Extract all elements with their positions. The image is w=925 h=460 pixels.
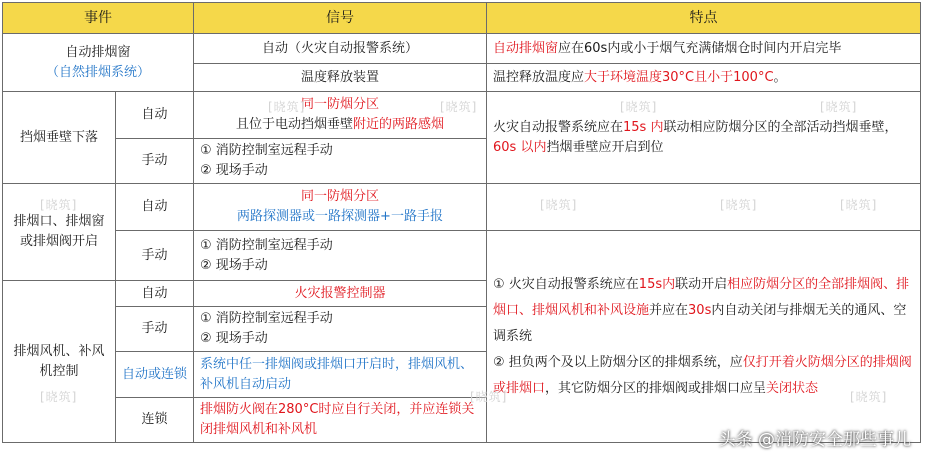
watermark: [晓筑]	[850, 390, 888, 404]
event-fan-control: 排烟风机、补风机控制	[3, 281, 116, 443]
feature-curtain: 火灾自动报警系统应在15s 内联动相应防烟分区的全部活动挡烟垂壁，60s 以内挡烟垂壁应开启到位	[487, 92, 921, 184]
signal-fan-link: 排烟防火阀在280°C时应自行关闭，并应连锁关闭排烟风机和补风机	[194, 398, 487, 443]
mode-auto: 自动	[116, 184, 194, 231]
watermark: [晓筑]	[720, 198, 758, 212]
signal-curtain-manual: ① 消防控制室远程手动 ② 现场手动	[194, 139, 487, 184]
signal-fan-auto: 火灾报警控制器	[194, 281, 487, 307]
header-event: 事件	[3, 3, 194, 34]
header-feature: 特点	[487, 3, 921, 34]
mode-manual: 手动	[116, 231, 194, 281]
author-watermark: 头条 @消防安全那些事儿	[718, 430, 911, 450]
watermark: [晓筑]	[820, 100, 858, 114]
signal-fan-manual: ① 消防控制室远程手动 ② 现场手动	[194, 307, 487, 352]
mode-auto: 自动	[116, 92, 194, 139]
signal-auto-alarm: 自动（火灾自动报警系统）	[194, 34, 487, 64]
watermark: [晓筑]	[620, 100, 658, 114]
event-smoke-window: 自动排烟窗 （自然排烟系统）	[3, 34, 194, 92]
mode-manual: 手动	[116, 139, 194, 184]
signal-temp-release: 温度释放装置	[194, 64, 487, 92]
table-header-row	[3, 3, 921, 34]
table-row	[3, 184, 921, 231]
signal-curtain-auto: 同一防烟分区 且位于电动挡烟垂壁附近的两路感烟	[194, 92, 487, 139]
mode-auto: 自动	[116, 281, 194, 307]
signal-fan-chain: 系统中任一排烟阀或排烟口开启时，排烟风机、补风机自动启动	[194, 352, 487, 398]
mode-auto-or-chain: 自动或连锁	[116, 352, 194, 398]
event-smoke-curtain: 挡烟垂壁下落	[3, 92, 116, 184]
signal-outlet-auto: 同一防烟分区 两路探测器或一路探测器+一路手报	[194, 184, 487, 231]
table-row	[3, 231, 921, 281]
feature-blank	[487, 184, 921, 231]
feature-window-open: 自动排烟窗应在60s内或小于烟气充满储烟仓时间内开启完毕	[487, 34, 921, 64]
mode-manual: 手动	[116, 307, 194, 352]
mode-chain: 连锁	[116, 398, 194, 443]
watermark: [晓筑]	[40, 198, 78, 212]
watermark: [晓筑]	[440, 100, 478, 114]
event-smoke-outlet: 排烟口、排烟窗或排烟阀开启	[3, 184, 116, 281]
table-row	[3, 92, 921, 139]
watermark: [晓筑]	[840, 198, 878, 212]
watermark: [晓筑]	[268, 100, 306, 114]
header-signal: 信号	[194, 3, 487, 34]
watermark: [晓筑]	[40, 390, 78, 404]
watermark: [晓筑]	[470, 390, 508, 404]
feature-temp-release: 温控释放温度应大于环境温度30°C且小于100°C。	[487, 64, 921, 92]
watermark: [晓筑]	[540, 198, 578, 212]
table-row	[3, 34, 921, 64]
fire-smoke-table	[2, 2, 921, 443]
feature-fan-control: ① 火灾自动报警系统应在15s内联动开启相应防烟分区的全部排烟阀、排烟口、排烟风机和补风设施并应在30s内自动关闭与排烟无关的通风、空调系统 ② 担负两个及以上防烟分区的排烟系统，应仅打开着火防烟分区的排烟阀或排烟口，其它防烟分区的排烟阀或排烟口应呈关闭状态	[487, 231, 921, 443]
signal-outlet-manual: ① 消防控制室远程手动 ② 现场手动	[194, 231, 487, 281]
